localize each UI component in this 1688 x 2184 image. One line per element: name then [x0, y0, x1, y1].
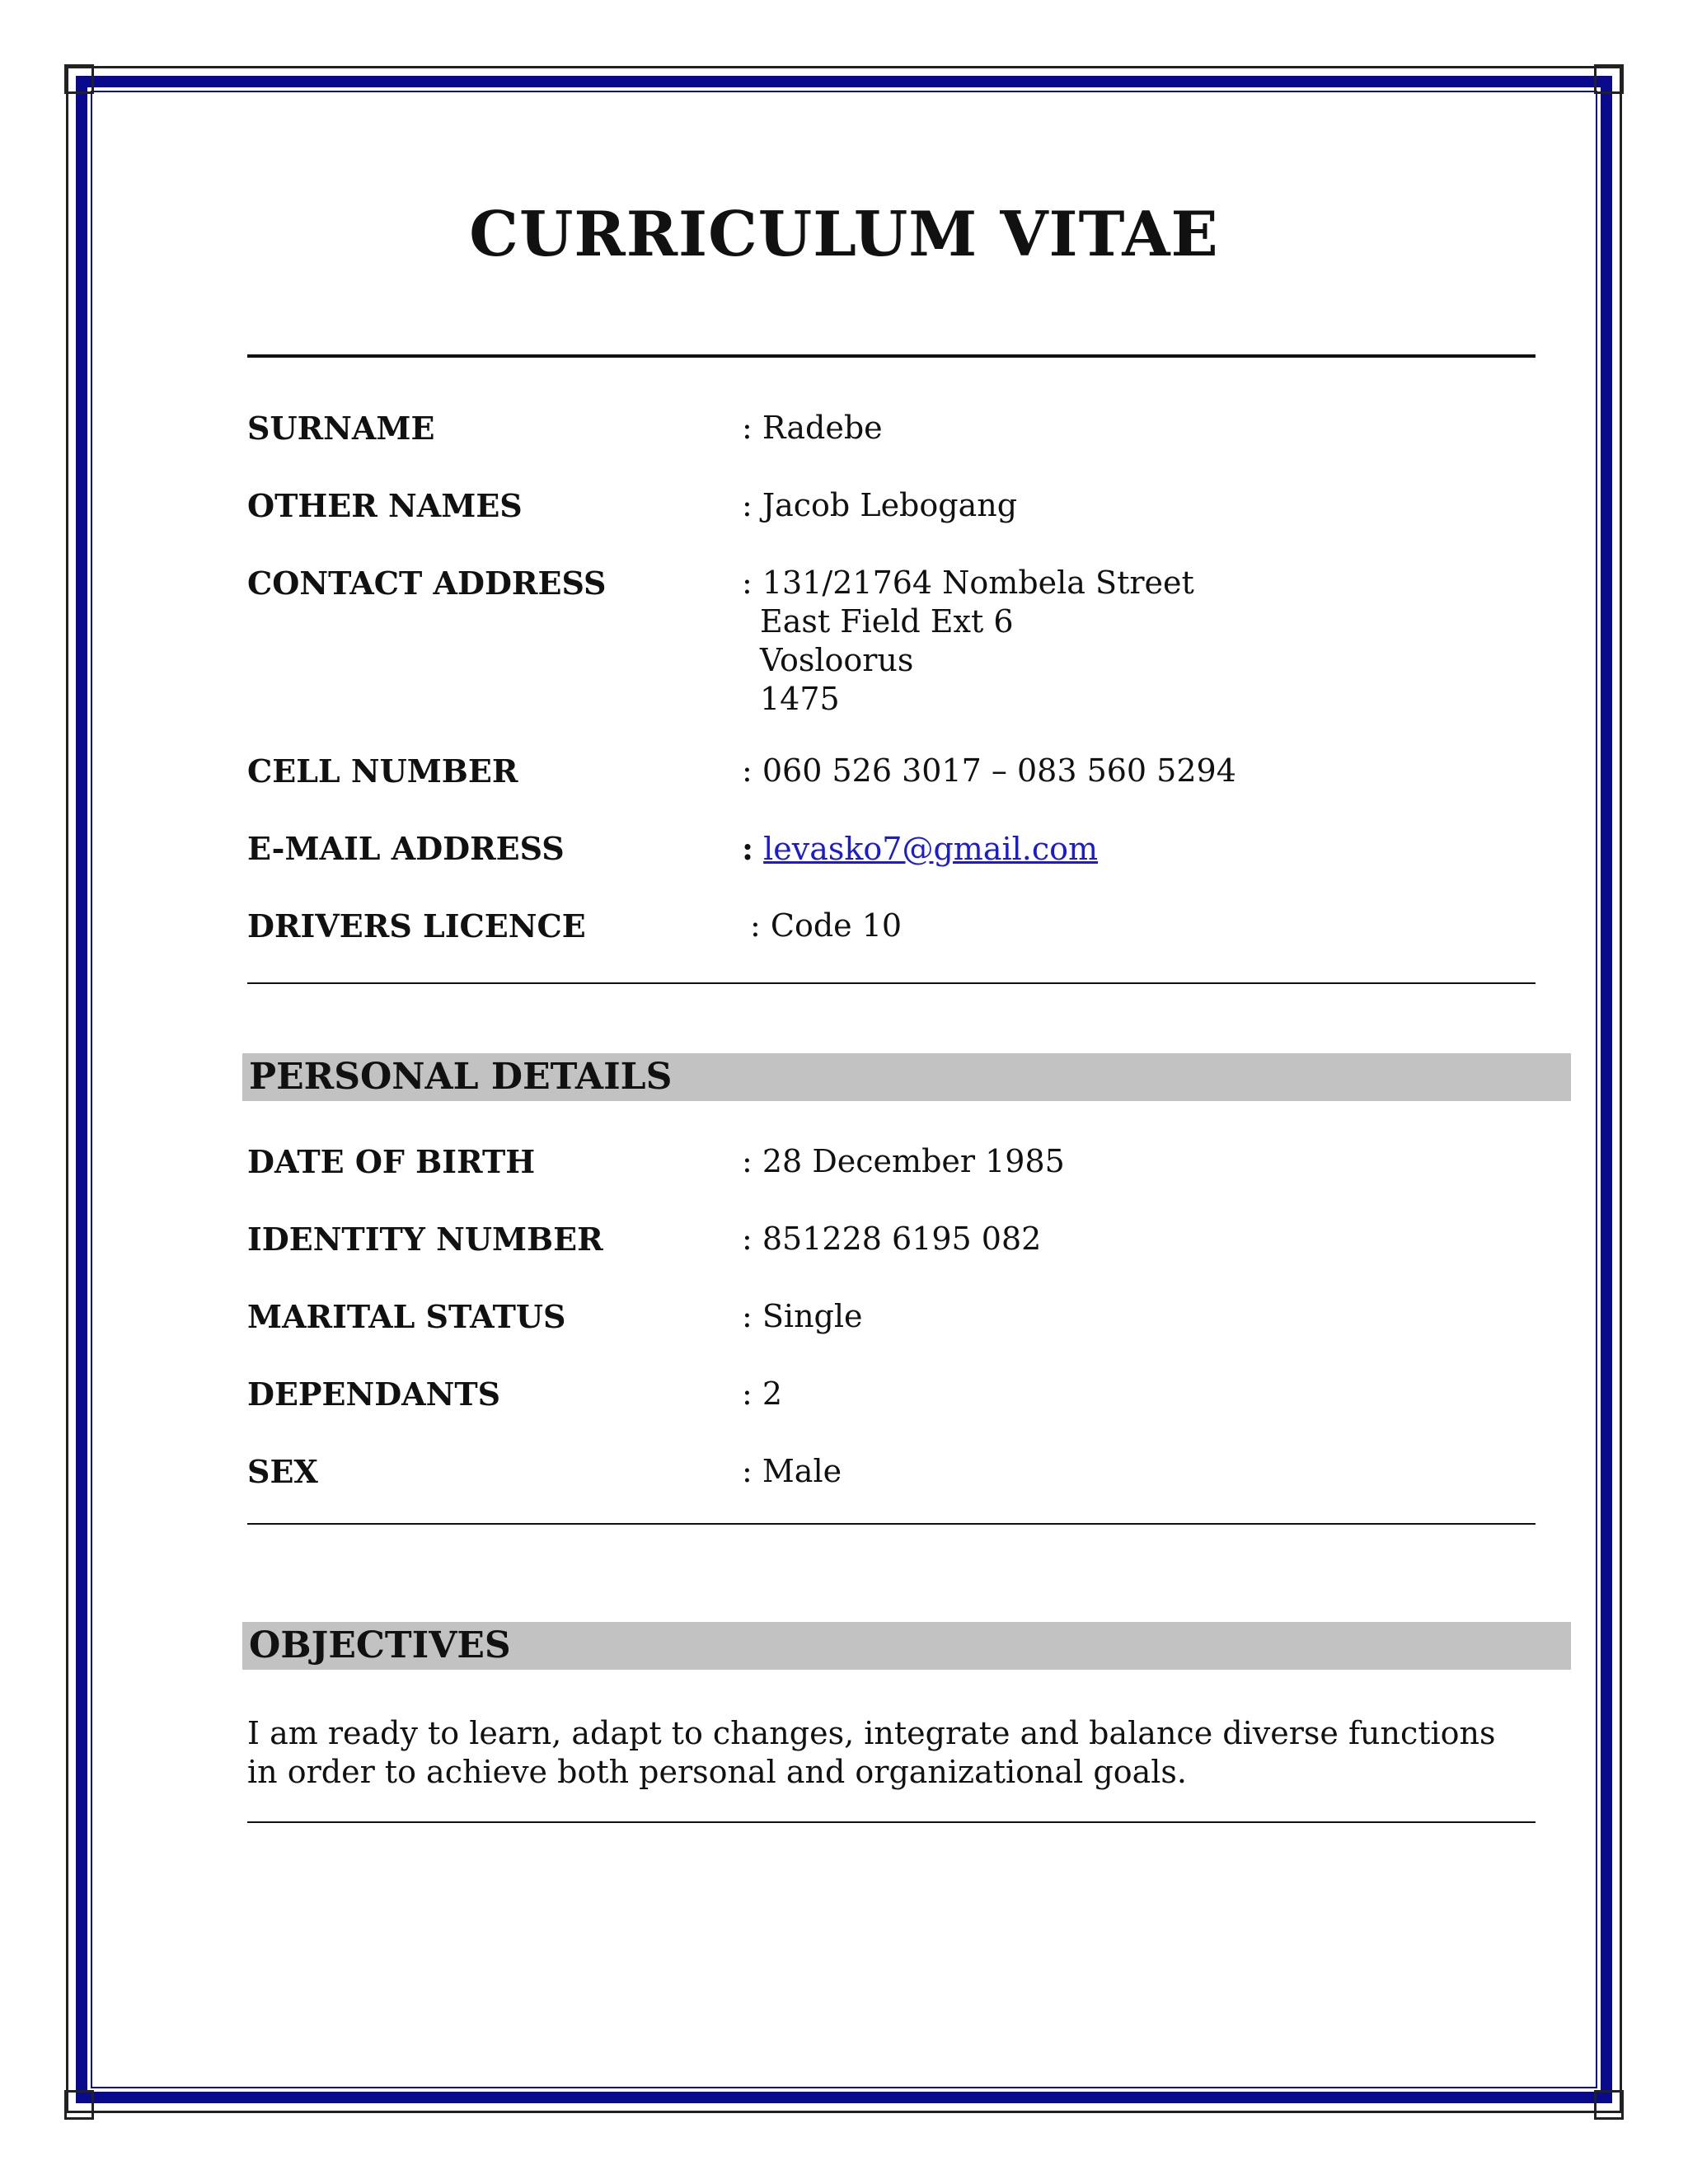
address-line-3: Vosloorus: [760, 642, 914, 678]
personal-details-heading: PERSONAL DETAILS: [249, 1056, 673, 1098]
objectives-heading: OBJECTIVES: [249, 1624, 511, 1666]
address-line-4: 1475: [760, 681, 840, 717]
marital-status-value: : Single: [742, 1298, 863, 1334]
email-link[interactable]: levasko7@gmail.com: [763, 831, 1099, 867]
dependants-label: DEPENDANTS: [247, 1376, 501, 1413]
sex-value: : Male: [742, 1453, 842, 1489]
objectives-divider: [247, 1821, 1536, 1823]
contact-address-value: [742, 564, 1194, 719]
address-line-1: : 131/21764 Nombela Street: [742, 565, 1194, 601]
document-title: CURRICULUM VITAE: [469, 198, 1219, 270]
objectives-band: [242, 1622, 1571, 1670]
border-corner-top-right: [1594, 64, 1624, 94]
address-line-2: East Field Ext 6: [760, 603, 1014, 640]
contact-address-label: CONTACT ADDRESS: [247, 565, 607, 602]
dependants-value: : 2: [742, 1376, 783, 1412]
date-of-birth-label: DATE OF BIRTH: [247, 1143, 536, 1180]
title-divider: [247, 354, 1536, 358]
marital-status-label: MARITAL STATUS: [247, 1298, 566, 1335]
border-corner-bottom-left: [64, 2090, 94, 2120]
cell-number-label: CELL NUMBER: [247, 752, 518, 790]
cell-number-value: : 060 526 3017 – 083 560 5294: [742, 752, 1236, 789]
personal-details-band: [242, 1053, 1571, 1101]
email-label: E-MAIL ADDRESS: [247, 830, 565, 867]
identity-number-label: IDENTITY NUMBER: [247, 1221, 603, 1258]
drivers-licence-label: DRIVERS LICENCE: [247, 907, 586, 944]
identity-number-value: : 851228 6195 082: [742, 1221, 1042, 1257]
surname-label: SURNAME: [247, 410, 435, 447]
other-names-label: OTHER NAMES: [247, 487, 523, 524]
border-corner-bottom-right: [1594, 2090, 1624, 2120]
personal-details-divider: [247, 1523, 1536, 1525]
date-of-birth-value: : 28 December 1985: [742, 1143, 1065, 1179]
contact-divider: [247, 982, 1536, 984]
other-names-value: : Jacob Lebogang: [742, 487, 1018, 523]
sex-label: SEX: [247, 1453, 318, 1490]
border-corner-top-left: [64, 64, 94, 94]
drivers-licence-value: : Code 10: [750, 907, 903, 944]
surname-value: : Radebe: [742, 410, 883, 446]
email-value: [742, 829, 1098, 869]
email-colon: :: [742, 830, 754, 867]
objectives-text: I am ready to learn, adapt to changes, integrate and balance diverse functions in order to achieve both personal and organizational goals.: [247, 1715, 1496, 1790]
